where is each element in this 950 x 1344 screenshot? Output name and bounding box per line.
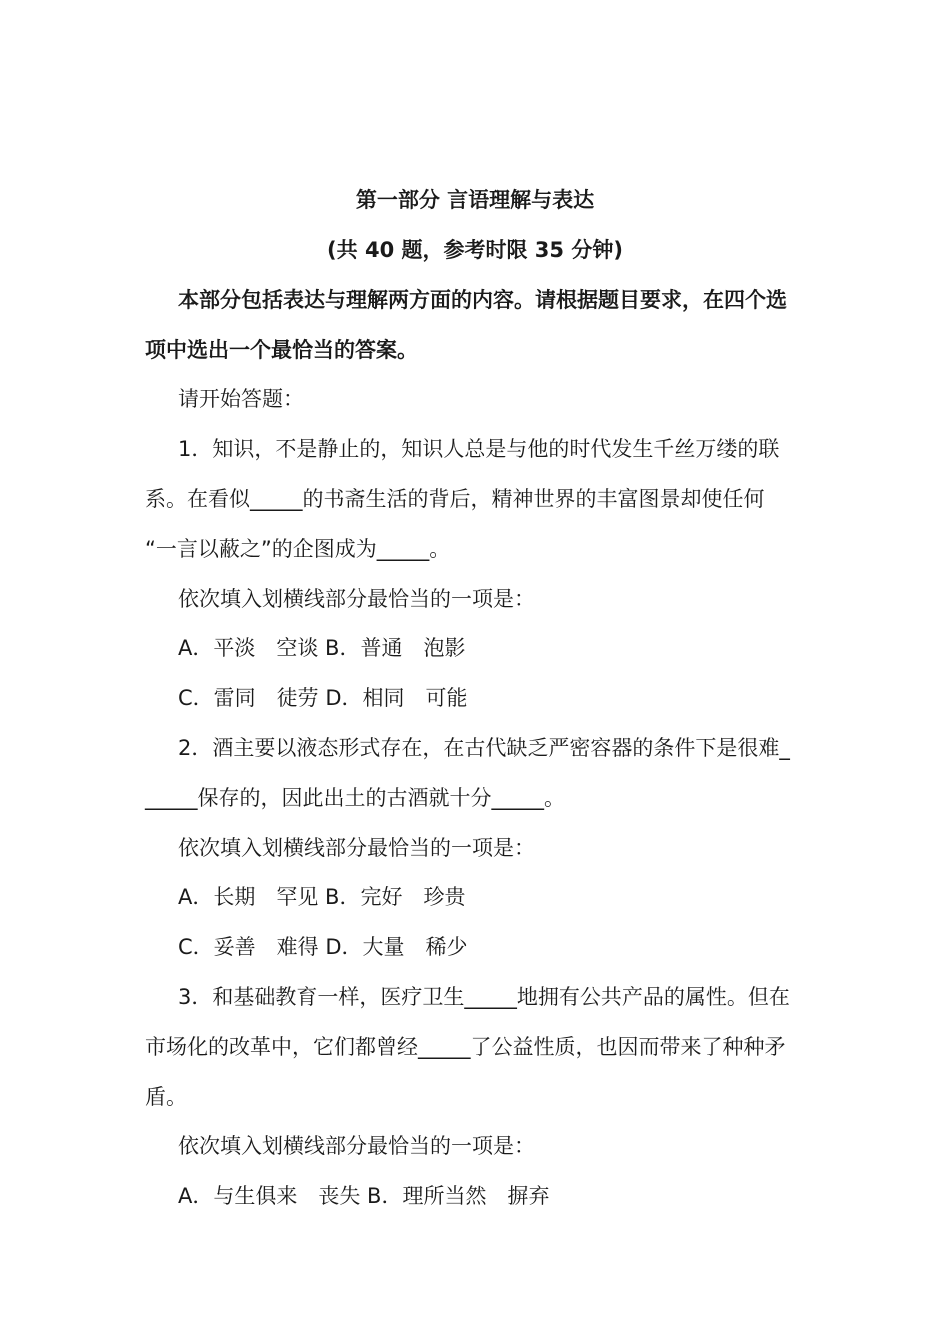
q1-prompt: 依次填入划横线部分最恰当的一项是： [178,587,535,611]
q3-prompt: 依次填入划横线部分最恰当的一项是： [178,1134,535,1158]
q2-stem-line-1: 2．酒主要以液态形式存在，在古代缺乏严密容器的条件下是很难_ [178,736,790,760]
q3-options-ab: A．与生俱来 丧失 B．理所当然 摒弃 [178,1184,550,1208]
section-subtitle: (共 40 题，参考时限 35 分钟) [327,238,623,262]
q3-stem-line-3: 盾。 [145,1085,187,1109]
q1-stem-line-1: 1．知识，不是静止的，知识人总是与他的时代发生千丝万缕的联 [178,437,780,461]
instructions-line-1: 本部分包括表达与理解两方面的内容。请根据题目要求，在四个选 [178,288,787,312]
q3-stem-line-1: 3．和基础教育一样，医疗卫生_____地拥有公共产品的属性。但在 [178,985,790,1009]
section-title: 第一部分 言语理解与表达 [355,188,595,212]
q1-options-cd: C．雷同 徒劳 D．相同 可能 [178,686,468,710]
q3-stem-line-2: 市场化的改革中，它们都曾经_____了公益性质，也因而带来了种种矛 [145,1035,786,1059]
q1-options-ab: A．平淡 空谈 B．普通 泡影 [178,636,466,660]
q2-options-cd: C．妥善 难得 D．大量 稀少 [178,935,468,959]
q2-stem-line-2: _____保存的，因此出土的古酒就十分_____。 [145,786,565,810]
q1-stem-line-2: 系。在看似_____的书斋生活的背后，精神世界的丰富图景却使任何 [145,487,765,511]
q2-options-ab: A．长期 罕见 B．完好 珍贵 [178,885,466,909]
q1-stem-line-3: “一言以蔽之”的企图成为_____。 [145,537,451,561]
q2-prompt: 依次填入划横线部分最恰当的一项是： [178,836,535,860]
instructions-line-2: 项中选出一个最恰当的答案。 [145,338,418,362]
start-prompt: 请开始答题： [178,387,304,411]
